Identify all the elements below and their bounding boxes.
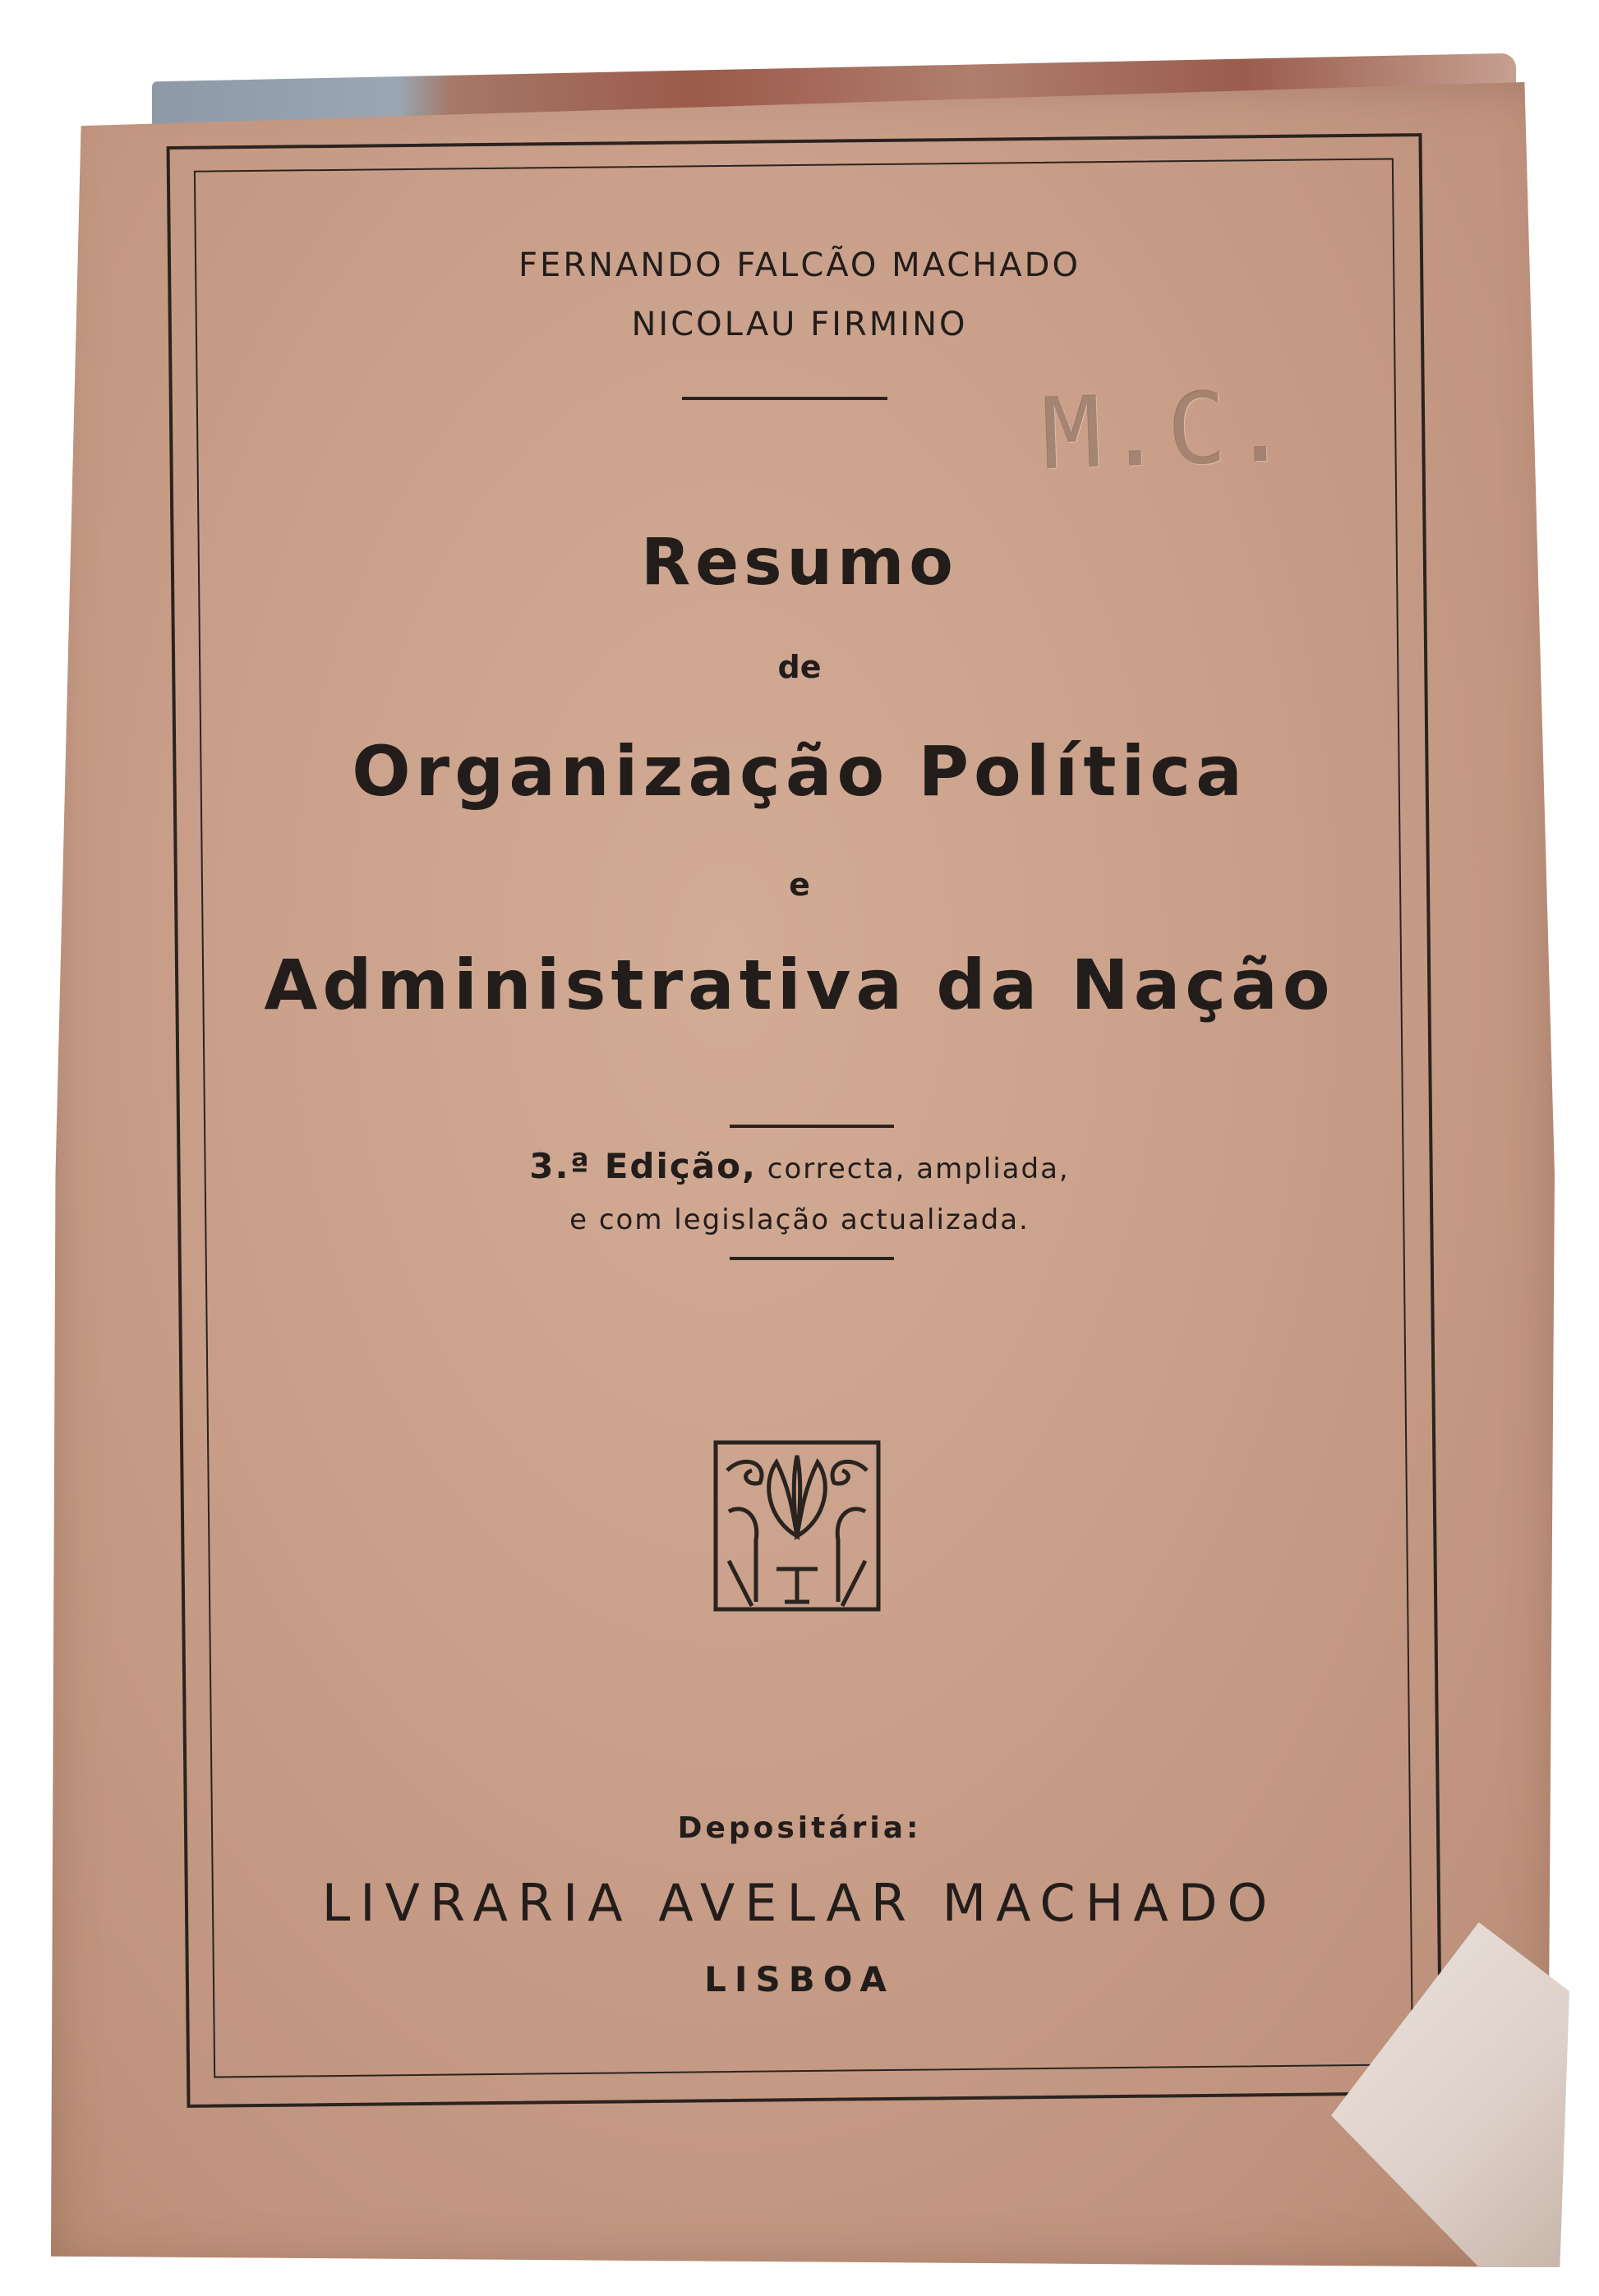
title-conjunction-2: e	[789, 867, 810, 903]
title-line-3: Administrativa da Nação	[264, 945, 1335, 1025]
edition-description: correcta, ampliada,	[767, 1153, 1070, 1185]
edition-line-1	[0, 1146, 1599, 1186]
publisher-city: LISBOA	[704, 1959, 895, 1999]
edition-rule-top	[730, 1125, 894, 1128]
perforated-stamp: M.C.	[1039, 369, 1295, 493]
publisher-emblem-icon	[711, 1438, 883, 1614]
edition-rule-bottom	[730, 1257, 894, 1260]
title-line-1: Resumo	[641, 526, 958, 600]
title-conjunction-1: de	[777, 649, 822, 685]
edition-line-2: e com legislação actualizada.	[569, 1203, 1030, 1236]
publisher-label: Depositária:	[677, 1811, 922, 1845]
author-2: NICOLAU FIRMINO	[631, 306, 968, 343]
title-line-2: Organização Política	[352, 731, 1247, 812]
publisher-name: LIVRARIA AVELAR MACHADO	[321, 1873, 1278, 1933]
author-1: FERNANDO FALCÃO MACHADO	[518, 246, 1081, 284]
edition-number: 3.ª Edição,	[529, 1146, 757, 1186]
author-rule	[682, 397, 887, 400]
